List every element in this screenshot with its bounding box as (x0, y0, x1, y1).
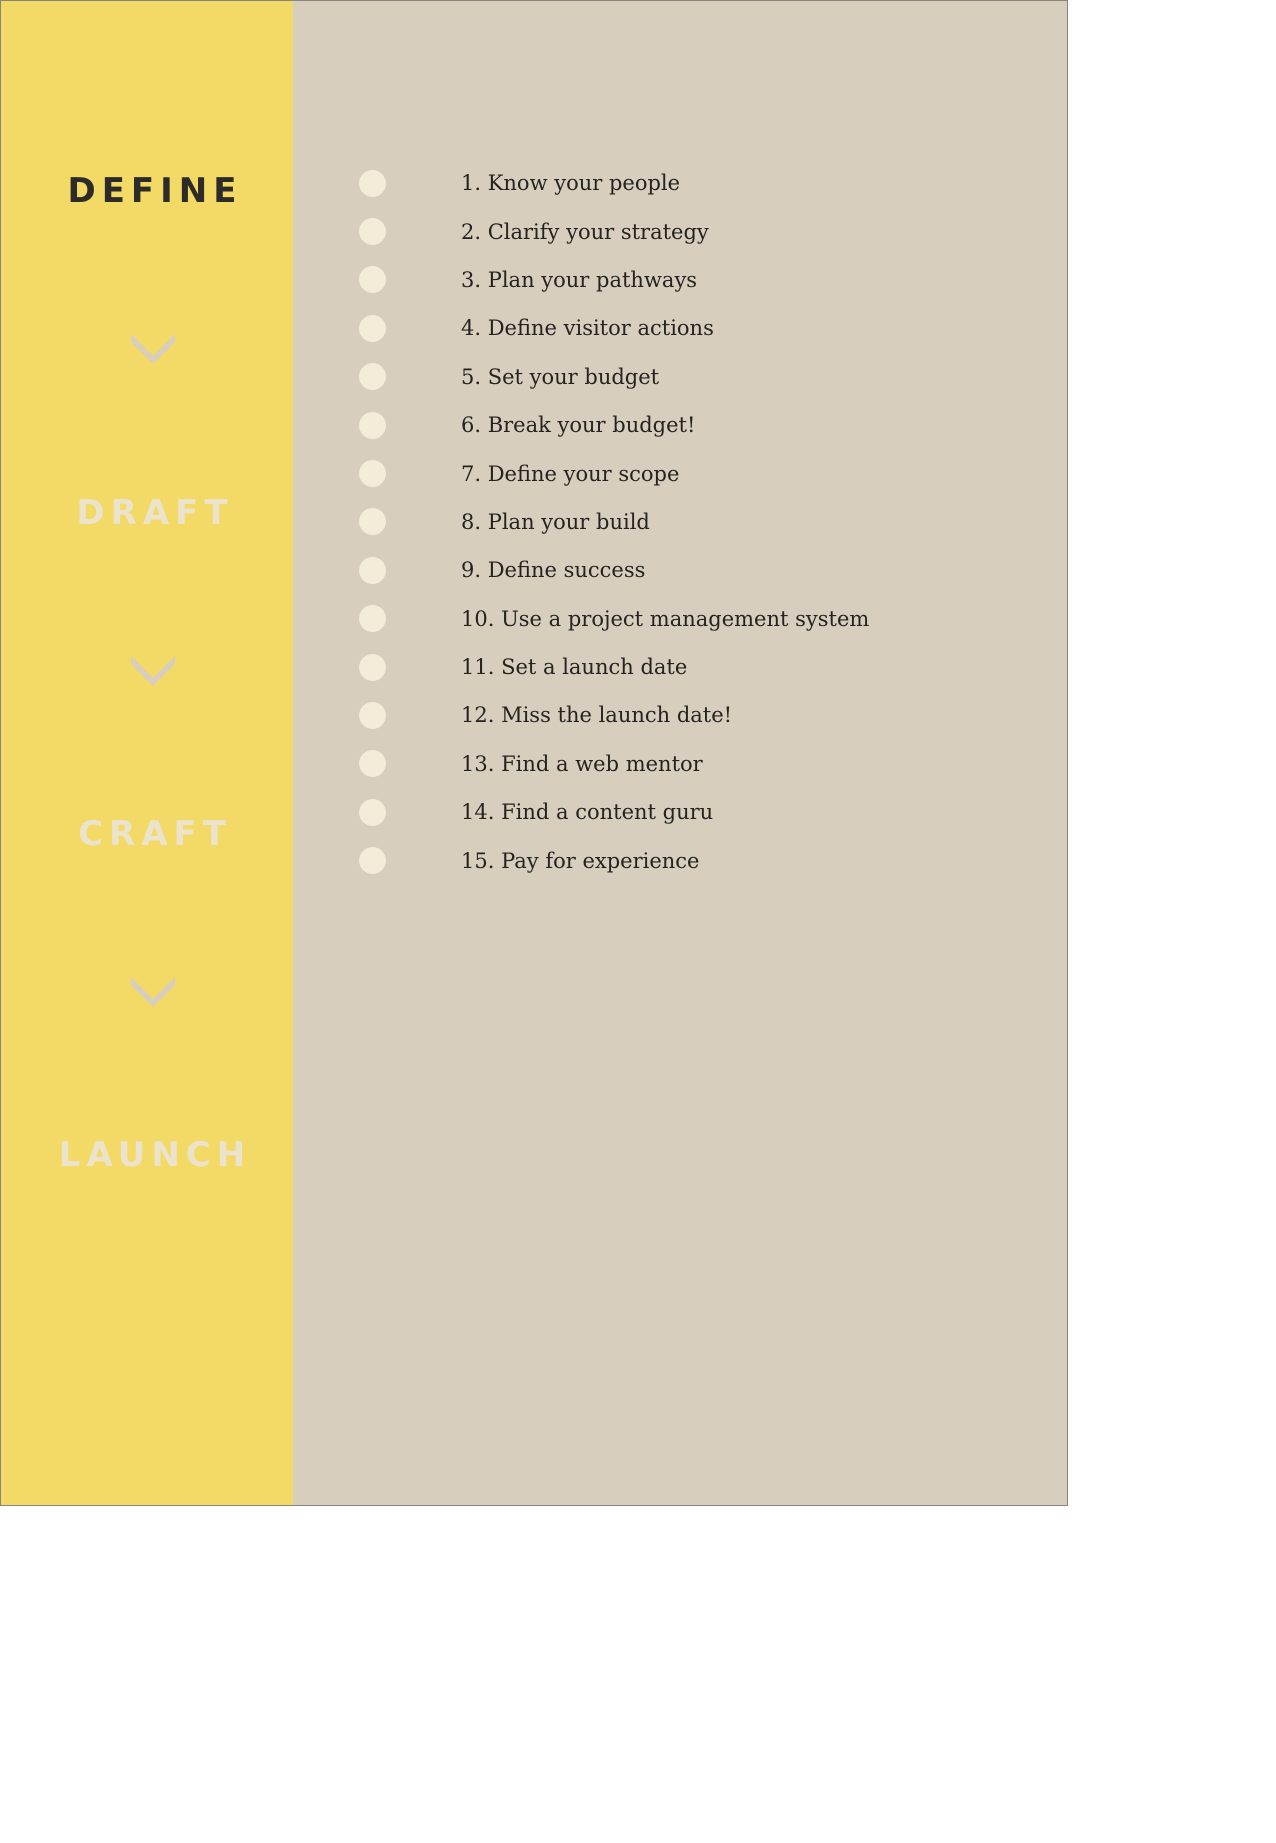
list-item (359, 304, 869, 352)
bullet-circle (359, 847, 386, 874)
list-item (359, 691, 869, 739)
step-label: 12. Miss the launch date! (461, 703, 733, 728)
chevron-down-icon (129, 969, 177, 1009)
step-label: 15. Pay for experience (461, 848, 700, 873)
bullet-circle (359, 315, 386, 342)
bullet-circle (359, 654, 386, 681)
list-item (359, 740, 869, 788)
step-label: 10. Use a project management system (461, 606, 870, 631)
bullet-circle (359, 508, 386, 535)
step-label: 8. Plan your build (461, 509, 650, 534)
chevron-down-icon (129, 648, 177, 688)
list-item (359, 643, 869, 691)
step-label: 14. Find a content guru (461, 800, 714, 825)
bullet-circle (359, 750, 386, 777)
step-label: 13. Find a web mentor (461, 751, 703, 776)
list-item (359, 449, 869, 497)
step-label: 5. Set your budget (461, 364, 660, 389)
list-item (359, 546, 869, 594)
stage-draft: DRAFT (76, 493, 234, 533)
bullet-circle (359, 605, 386, 632)
step-label: 7. Define your scope (461, 461, 680, 486)
step-label: 9. Define success (461, 558, 646, 583)
step-label: 1. Know your people (461, 171, 681, 196)
bullet-circle (359, 412, 386, 439)
list-item (359, 353, 869, 401)
bullet-circle (359, 363, 386, 390)
list-item (359, 207, 869, 255)
bullet-circle (359, 702, 386, 729)
step-label: 4. Define visitor actions (461, 316, 714, 341)
stage-launch: LAUNCH (58, 1135, 252, 1175)
list-item (359, 595, 869, 643)
list-item (359, 159, 869, 207)
step-label: 6. Break your budget! (461, 413, 696, 438)
bullet-circle (359, 266, 386, 293)
list-item (359, 498, 869, 546)
bullet-circle (359, 218, 386, 245)
list-item (359, 256, 869, 304)
step-label: 2. Clarify your strategy (461, 219, 709, 244)
bullet-circle (359, 799, 386, 826)
step-label: 11. Set a launch date (461, 655, 688, 680)
step-list (359, 159, 869, 885)
stage-define: DEFINE (67, 171, 243, 211)
bullet-circle (359, 557, 386, 584)
bullet-circle (359, 170, 386, 197)
list-item (359, 836, 869, 884)
list-item (359, 788, 869, 836)
list-item (359, 401, 869, 449)
bullet-circle (359, 460, 386, 487)
stage-sidebar (1, 1, 293, 1505)
step-label: 3. Plan your pathways (461, 267, 698, 292)
stage-craft: CRAFT (78, 814, 232, 854)
chevron-down-icon (129, 326, 177, 366)
